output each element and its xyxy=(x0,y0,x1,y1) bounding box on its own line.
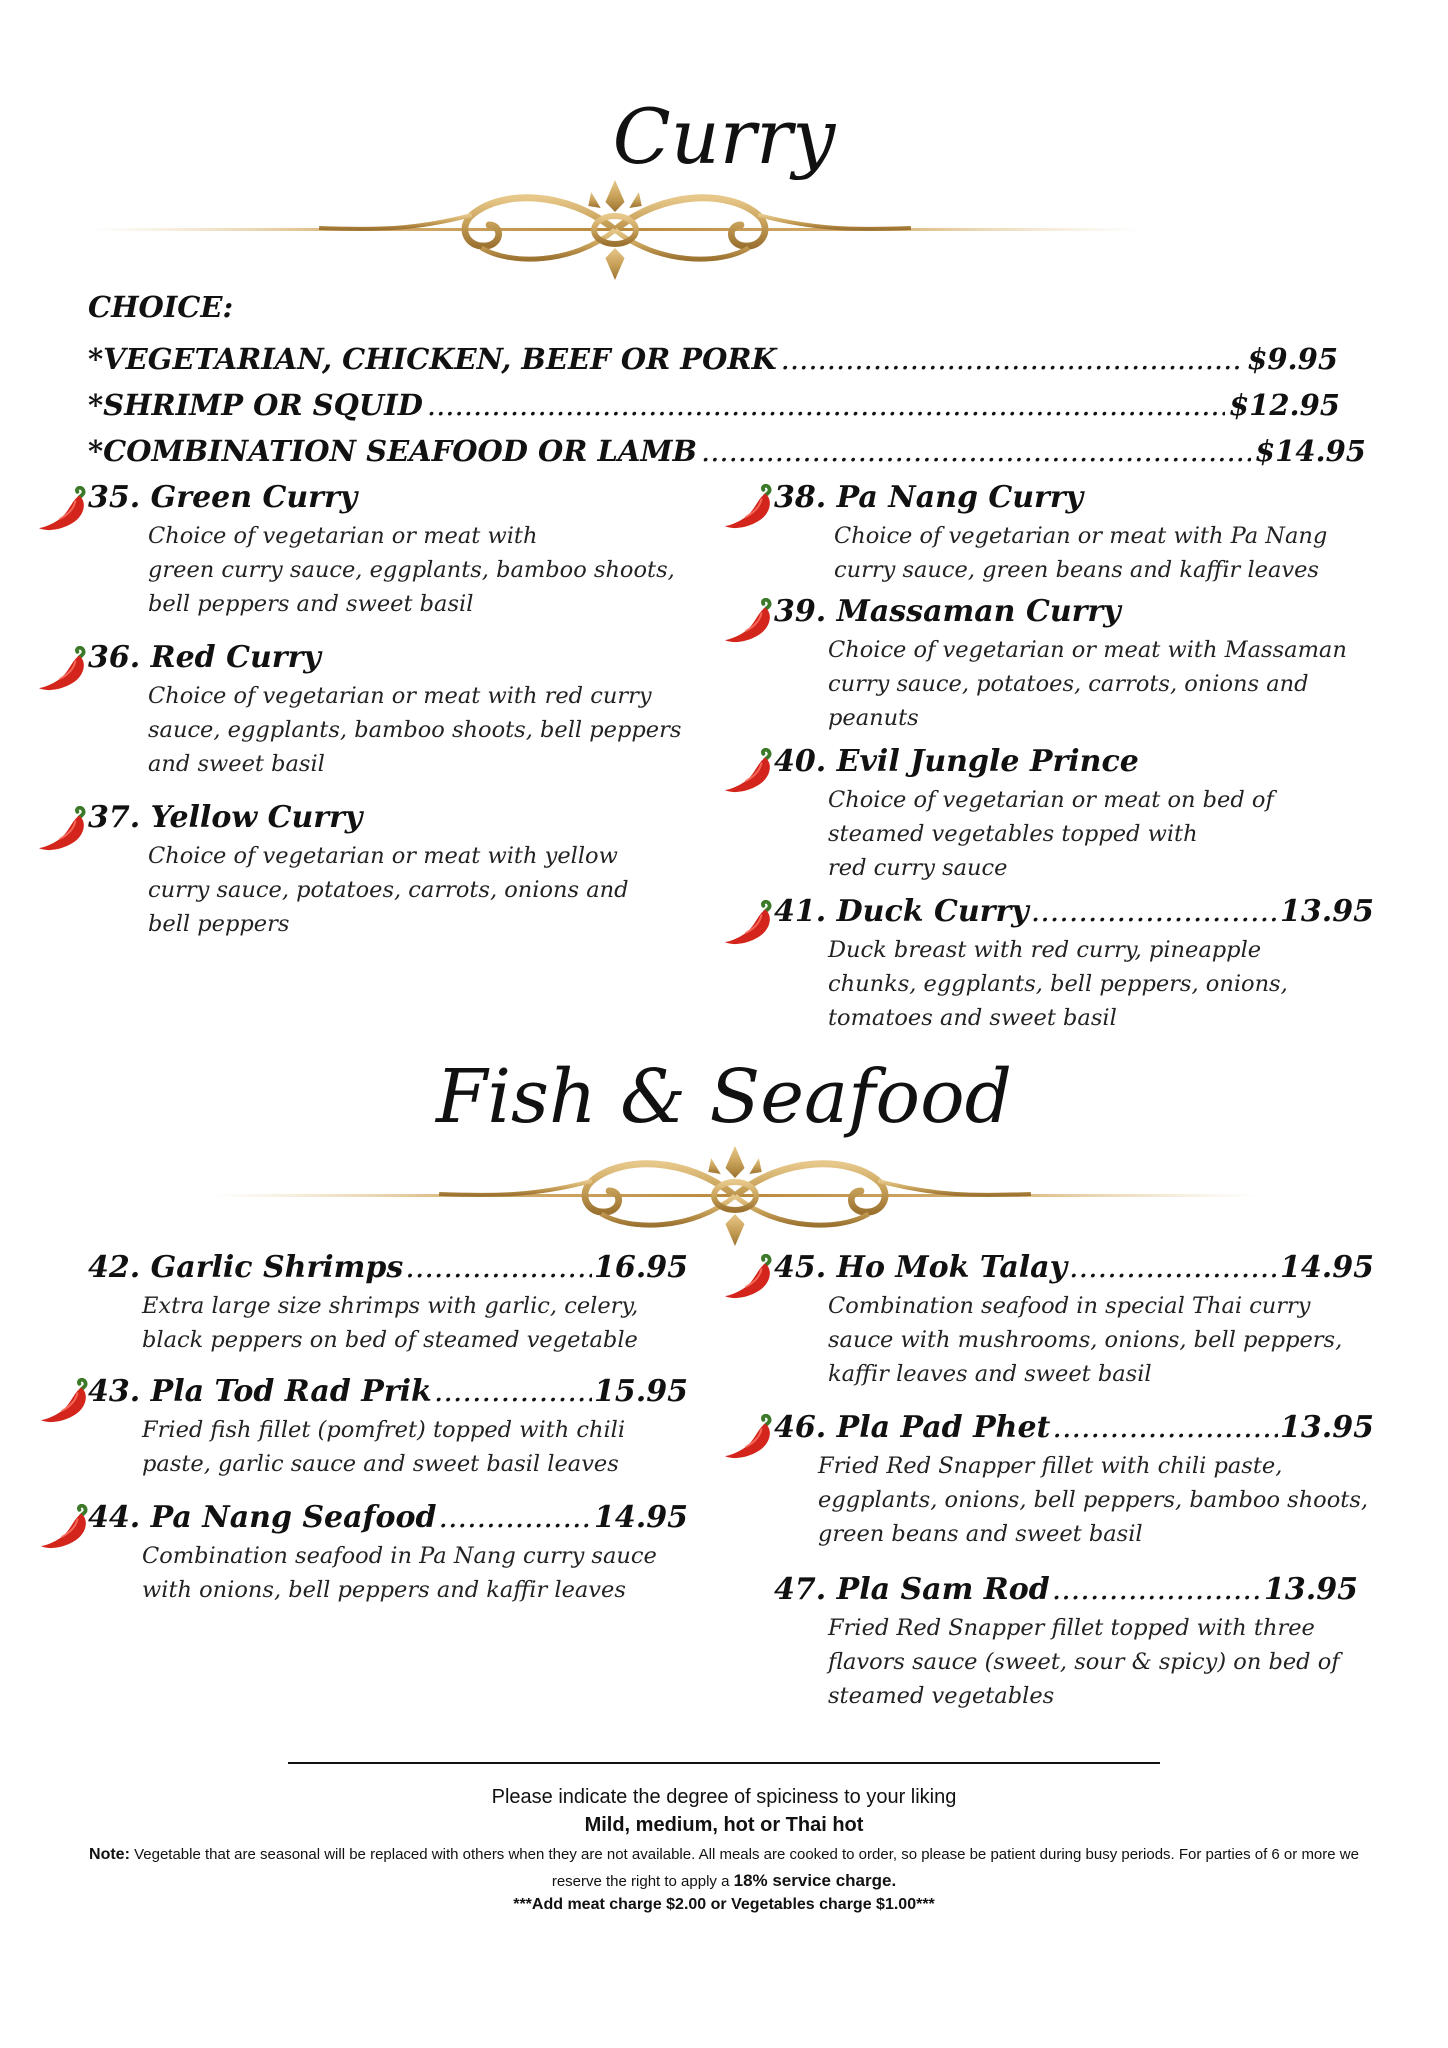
chili-pepper-icon xyxy=(722,900,774,946)
menu-item-description: Choice of vegetarian or meat on bed of steamed vegetables topped with red curry sauce xyxy=(828,787,1274,881)
menu-item xyxy=(774,894,1374,1035)
menu-item-price: 13.95 xyxy=(1264,1572,1358,1607)
chili-pepper-icon xyxy=(38,1378,90,1424)
menu-item-title: 40. Evil Jungle Prince xyxy=(774,744,1139,779)
menu-item-price: 15.95 xyxy=(594,1374,688,1409)
chili-pepper-icon xyxy=(722,484,774,530)
note-text: Vegetable that are seasonal will be replaced with others when they are not available. All meals are cooked to order, so please be patient during busy periods. For parties of 6 or more we reserve the right to apply a xyxy=(134,1846,1359,1890)
menu-item-title: 43. Pla Tod Rad Prik ..... 15.95 xyxy=(88,1374,688,1409)
menu-item-description: Fried Red Snapper fillet topped with three flavors sauce (sweet, sour & spicy) on bed of steamed vegetables xyxy=(828,1615,1340,1709)
menu-item-title: 39. Massaman Curry xyxy=(774,594,1121,629)
menu-item-description: Fried fish fillet (pomfret) topped with chili paste, garlic sauce and sweet basil leaves xyxy=(142,1417,626,1477)
menu-item-description: Choice of vegetarian or meat with red curry sauce, eggplants, bamboo shoots, bell peppers and sweet basil xyxy=(148,683,682,777)
menu-item-description: Duck breast with red curry, pineapple chunks, eggplants, bell peppers, onions, tomatoes and sweet basil xyxy=(828,937,1288,1031)
choice-line xyxy=(88,434,1366,468)
menu-item-description: Choice of vegetarian or meat with yellow curry sauce, potatoes, carrots, onions and bell peppers xyxy=(148,843,629,937)
menu-item-title: 44. Pa Nang Seafood ..... 14.95 xyxy=(88,1500,688,1535)
menu-item xyxy=(88,1250,688,1357)
choice-price: $14.95 xyxy=(1255,434,1366,468)
chili-pepper-icon xyxy=(722,598,774,644)
chili-pepper-icon xyxy=(36,646,88,692)
add-charge-note: ***Add meat charge $2.00 or Vegetables charge $1.00*** xyxy=(513,1896,935,1913)
menu-item-price: 14.95 xyxy=(1280,1250,1374,1285)
choice-label: *SHRIMP OR SQUID xyxy=(88,388,423,422)
menu-item xyxy=(774,1250,1374,1391)
chili-pepper-icon xyxy=(722,748,774,794)
choice-heading: CHOICE: xyxy=(88,290,234,324)
menu-item-title: 35. Green Curry xyxy=(88,480,358,515)
menu-item-price: 16.95 xyxy=(594,1250,688,1285)
ornament-divider-curry xyxy=(90,170,1140,290)
choice-price: $9.95 xyxy=(1247,342,1338,376)
menu-item xyxy=(774,744,1374,885)
menu-item-description: Fried Red Snapper fillet with chili paste, eggplants, onions, bell peppers, bamboo shoots, green beans and sweet basil xyxy=(818,1453,1369,1547)
chili-pepper-icon xyxy=(722,1414,774,1460)
menu-item-title: 42. Garlic Shrimps ..... 16.95 xyxy=(88,1250,688,1285)
menu-item-description: Combination seafood in Pa Nang curry sauce with onions, bell peppers and kaffir leaves xyxy=(142,1543,657,1603)
menu-item-price: 13.95 xyxy=(1280,894,1374,929)
ornament-divider-seafood xyxy=(210,1136,1260,1256)
choice-label: *VEGETARIAN, CHICKEN, BEEF OR PORK xyxy=(88,342,777,376)
menu-item xyxy=(88,1374,688,1481)
choice-label: *COMBINATION SEAFOOD OR LAMB xyxy=(88,434,697,468)
menu-item-price: 14.95 xyxy=(594,1500,688,1535)
chili-pepper-icon xyxy=(38,1504,90,1550)
menu-item-title: 36. Red Curry xyxy=(88,640,321,675)
footer-divider xyxy=(288,1762,1160,1764)
menu-item xyxy=(88,800,688,941)
menu-item xyxy=(774,1410,1374,1551)
chili-pepper-icon xyxy=(36,486,88,532)
menu-item-title: 45. Ho Mok Talay ..... 14.95 xyxy=(774,1250,1374,1285)
choice-price: $12.95 xyxy=(1229,388,1340,422)
menu-item-title: 47. Pla Sam Rod ..... 13.95 xyxy=(774,1572,1358,1607)
footer-note xyxy=(80,1842,1368,1895)
chili-pepper-icon xyxy=(722,1254,774,1300)
menu-item-description: Choice of vegetarian or meat with green curry sauce, eggplants, bamboo shoots, bell peppers and sweet basil xyxy=(148,523,675,617)
choice-line xyxy=(88,388,1340,422)
spiciness-levels: Mild, medium, hot or Thai hot xyxy=(584,1814,864,1836)
section-title-seafood: Fish & Seafood xyxy=(435,1054,1013,1140)
menu-item-description: Extra large size shrimps with garlic, celery, black peppers on bed of steamed vegetable xyxy=(142,1293,639,1353)
menu-item-title: 46. Pla Pad Phet ..... 13.95 xyxy=(774,1410,1374,1445)
menu-item-description: Combination seafood in special Thai curry sauce with mushrooms, onions, bell peppers, kaffir leaves and sweet basil xyxy=(828,1293,1343,1387)
menu-item xyxy=(88,1500,688,1607)
note-label: Note: xyxy=(89,1846,130,1863)
menu-item xyxy=(88,640,688,781)
menu-item-title: 38. Pa Nang Curry xyxy=(774,480,1084,515)
menu-item xyxy=(774,1572,1358,1713)
choice-line xyxy=(88,342,1338,376)
chili-pepper-icon xyxy=(36,806,88,852)
menu-item-description: Choice of vegetarian or meat with Massaman curry sauce, potatoes, carrots, onions and peanuts xyxy=(828,637,1347,731)
menu-item-description: Choice of vegetarian or meat with Pa Nang curry sauce, green beans and kaffir leaves xyxy=(834,523,1328,583)
menu-item-title: 37. Yellow Curry xyxy=(88,800,363,835)
menu-item-title: 41. Duck Curry ..... 13.95 xyxy=(774,894,1374,929)
menu-item xyxy=(88,480,688,621)
menu-item xyxy=(774,480,1374,587)
menu-item-price: 13.95 xyxy=(1280,1410,1374,1445)
page-title: Curry xyxy=(612,92,836,181)
service-charge: 18% service charge. xyxy=(733,1871,897,1890)
spiciness-note: Please indicate the degree of spiciness to your liking xyxy=(491,1786,957,1808)
menu-item xyxy=(774,594,1394,735)
